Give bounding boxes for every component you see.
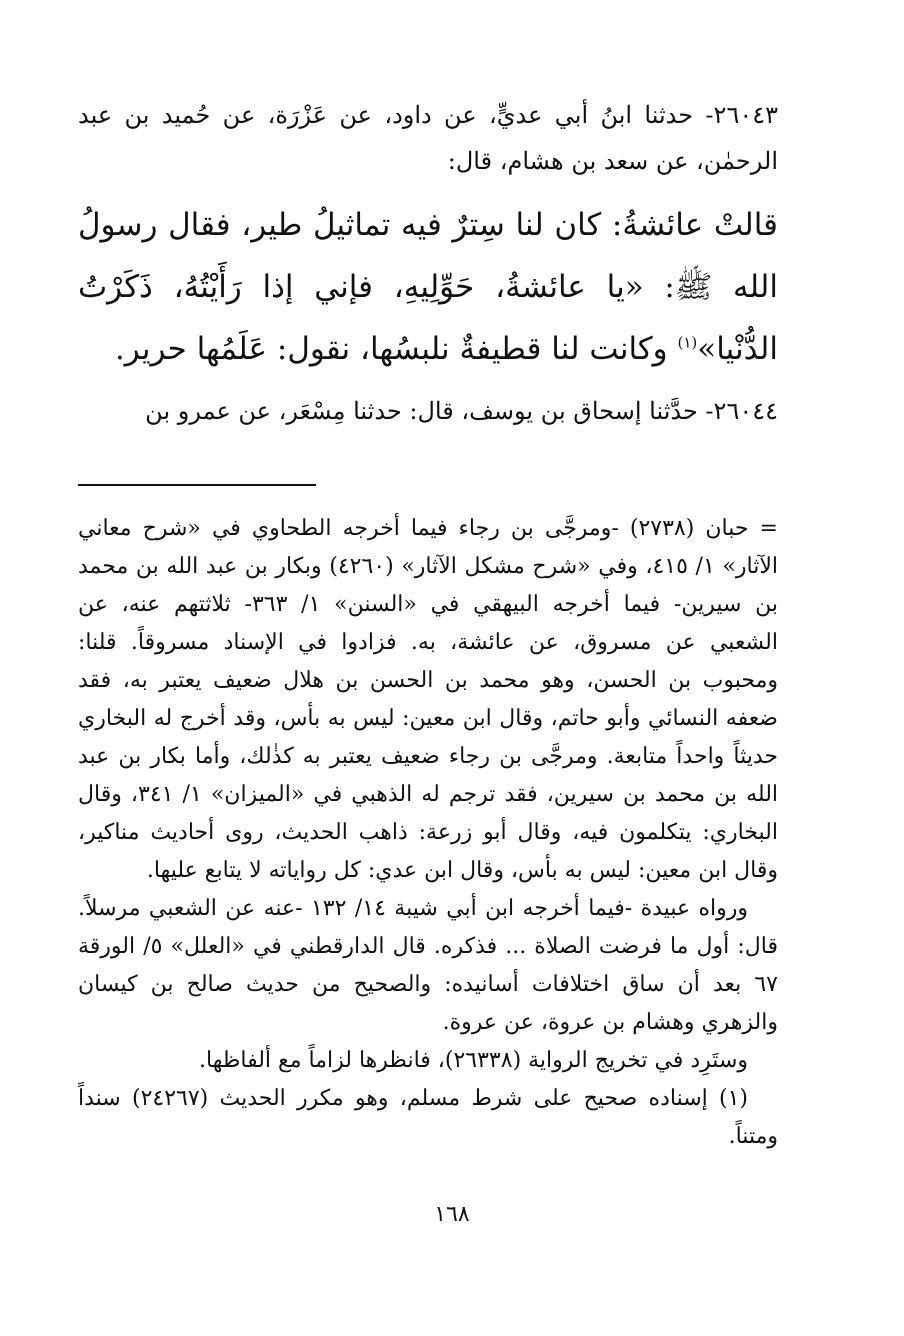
hadith-26043-isnad: ٢٦٠٤٣- حدثنا ابنُ أبي عديٍّ، عن داود، عن عَزْرَة، عن حُميد بن عبد الرحمٰن، عن سعد بن هشام، قال: xyxy=(78,101,778,175)
hadith-text-part1: قالتْ عائشةُ: كان لنا سِترٌ فيه تماثيلُ طير، فقال رسولُ الله ﷺ: «يا عائشةُ، حَوِّلِيهِ، فإني إذا رَأَيْتُهُ، ذَكَرْتُ الدُّنْيا» xyxy=(78,207,778,367)
footnote-continuation: = حبان (٢٧٣٨) -ومرجَّى بن رجاء فيما أخرجه الطحاوي في «شرح معاني الآثار» ١/ ٤١٥، وفي «شرح مشكل الآثار» (٤٢٦٠) وبكار بن عبد الله بن محمد بن سيرين- فيما أخرجه البيهقي في «السنن» ١/ ٣٦٣- ثلاثتهم عنه، عن الشعبي عن مسروق، عن عائشة، به. فزادوا في الإسناد مسروقاً. قلنا: ومحبوب بن الحسن، وهو محمد بن الحسن بن هلال ضعيف يعتبر به، فقد ضعفه النسائي وأبو حاتم، وقال ابن معين: ليس به بأس، وقد أخرج له البخاري حديثاً واحداً متابعة. ومرجَّى بن رجاء ضعيف يعتبر به كذٰلك، وأما بكار بن عبد الله بن محمد بن سيرين، فقد ترجم له الذهبي في «الميزان» ١/ ٣٤١، وقال البخاري: يتكلمون فيه، وقال أبو زرعة: ذاهب الحديث، روى أحاديث مناكير، وقال ابن معين: ليس به بأس، وقال ابن عدي: كل رواياته لا يتابع عليها. xyxy=(78,516,779,883)
footnote-marker: (١) xyxy=(677,333,698,352)
page-body xyxy=(78,92,778,1156)
hadith-26044-isnad: ٢٦٠٤٤- حدَّثنا إسحاق بن يوسف، قال: حدثنا مِسْعَر، عن عمرو بن xyxy=(145,397,778,425)
hadith-text-part2: وكانت لنا قطيفةٌ نلبسُها، نقول: عَلَمُها حرير. xyxy=(114,331,678,367)
footnote-separator xyxy=(78,484,316,486)
footnote-crossref: وستَرِد في تخريج الرواية (٢٦٣٣٨)، فانظرها لزاماً مع ألفاظها. xyxy=(199,1048,748,1073)
footnote-1: (١) إسناده صحيح على شرط مسلم، وهو مكرر الحديث (٢٤٢٦٧) سنداً ومتناً. xyxy=(78,1086,778,1149)
hadith-26043-text xyxy=(78,194,778,380)
footnote-paragraph: ورواه عبيدة -فيما أخرجه ابن أبي شيبة ١٤/ ١٣٢ -عنه عن الشعبي مرسلاً. قال: أول ما فرضت الصلاة ... فذكره. قال الدارقطني في «العلل» ٥/ الورقة ٦٧ بعد أن ساق اختلافات أسانيده: والصحيح من حديث صالح بن كيسان والزهري وهشام بن عروة، عن عروة. xyxy=(78,896,778,1035)
page-number: ١٦٨ xyxy=(434,1202,470,1227)
